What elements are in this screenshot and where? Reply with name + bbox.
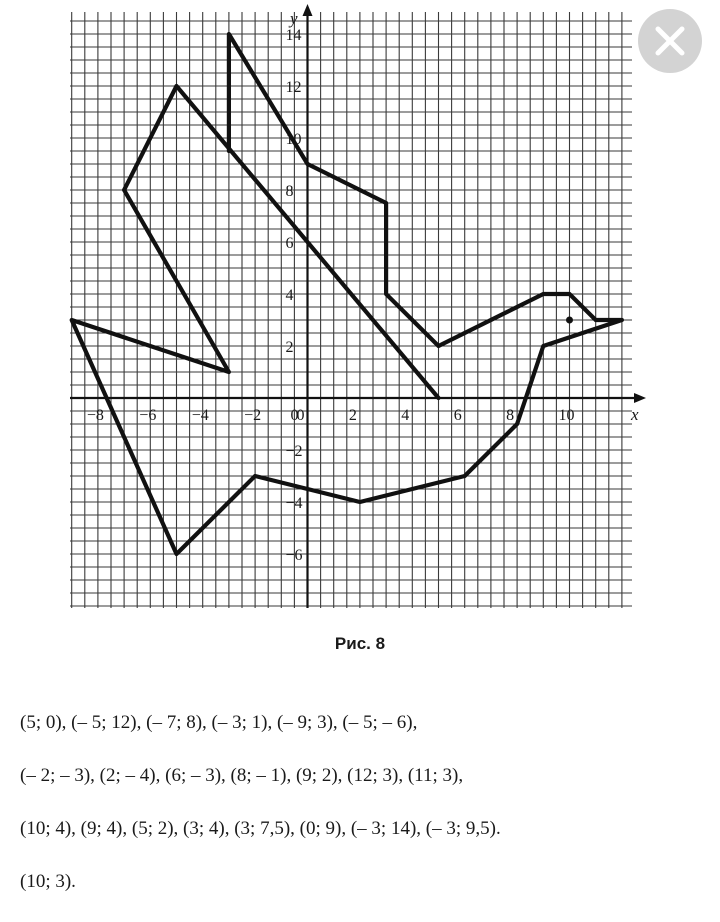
coords-line: (5; 0), (– 5; 12), (– 7; 8), (– 3; 1), (– 9; 3), (– 5; – 6), — [20, 711, 418, 733]
y-tick-label: −2 — [285, 443, 303, 460]
eye-point — [566, 317, 573, 324]
x-tick-label: 8 — [506, 407, 515, 424]
coords-line: (10; 3). — [20, 870, 76, 892]
tick-labels — [87, 27, 575, 564]
x-tick-label: −2 — [244, 407, 262, 424]
x-tick-label: −8 — [86, 407, 104, 424]
close-button[interactable] — [638, 9, 702, 73]
origin-label: 0 — [290, 407, 299, 424]
x-tick-label: 0 — [296, 407, 305, 424]
y-axis-arrow — [303, 4, 313, 16]
x-tick-label: 6 — [453, 407, 462, 424]
y-tick-label: 6 — [285, 235, 294, 252]
axes — [70, 4, 646, 608]
coords-line: (10; 4), (9; 4), (5; 2), (3; 4), (3; 7,5), (0; 9), (– 3; 14), (– 3; 9,5). — [20, 817, 501, 839]
close-icon — [638, 9, 702, 73]
coords-line: (– 2; – 3), (2; – 4), (6; – 3), (8; – 1), (9; 2), (12; 3), (11; 3), — [20, 764, 464, 786]
x-tick-label: 4 — [401, 407, 410, 424]
x-axis-label: x — [631, 405, 639, 424]
y-axis-label: y — [290, 9, 298, 28]
y-tick-label: 4 — [285, 287, 294, 304]
y-tick-label: 8 — [285, 183, 294, 200]
y-tick-label: 2 — [285, 339, 294, 356]
x-tick-label: −4 — [191, 407, 209, 424]
y-tick-label: −6 — [285, 547, 303, 564]
figure-caption: Рис. 8 — [334, 634, 386, 653]
x-tick-label: 2 — [348, 407, 357, 424]
grid — [70, 12, 632, 608]
y-tick-label: −4 — [285, 495, 303, 512]
y-tick-label: 10 — [285, 131, 302, 148]
x-axis-arrow — [634, 393, 646, 403]
x-tick-label: 10 — [558, 407, 575, 424]
y-tick-label: 14 — [285, 27, 302, 44]
x-tick-label: −6 — [139, 407, 157, 424]
coordinates-text — [20, 683, 710, 922]
y-tick-label: 12 — [285, 79, 302, 96]
